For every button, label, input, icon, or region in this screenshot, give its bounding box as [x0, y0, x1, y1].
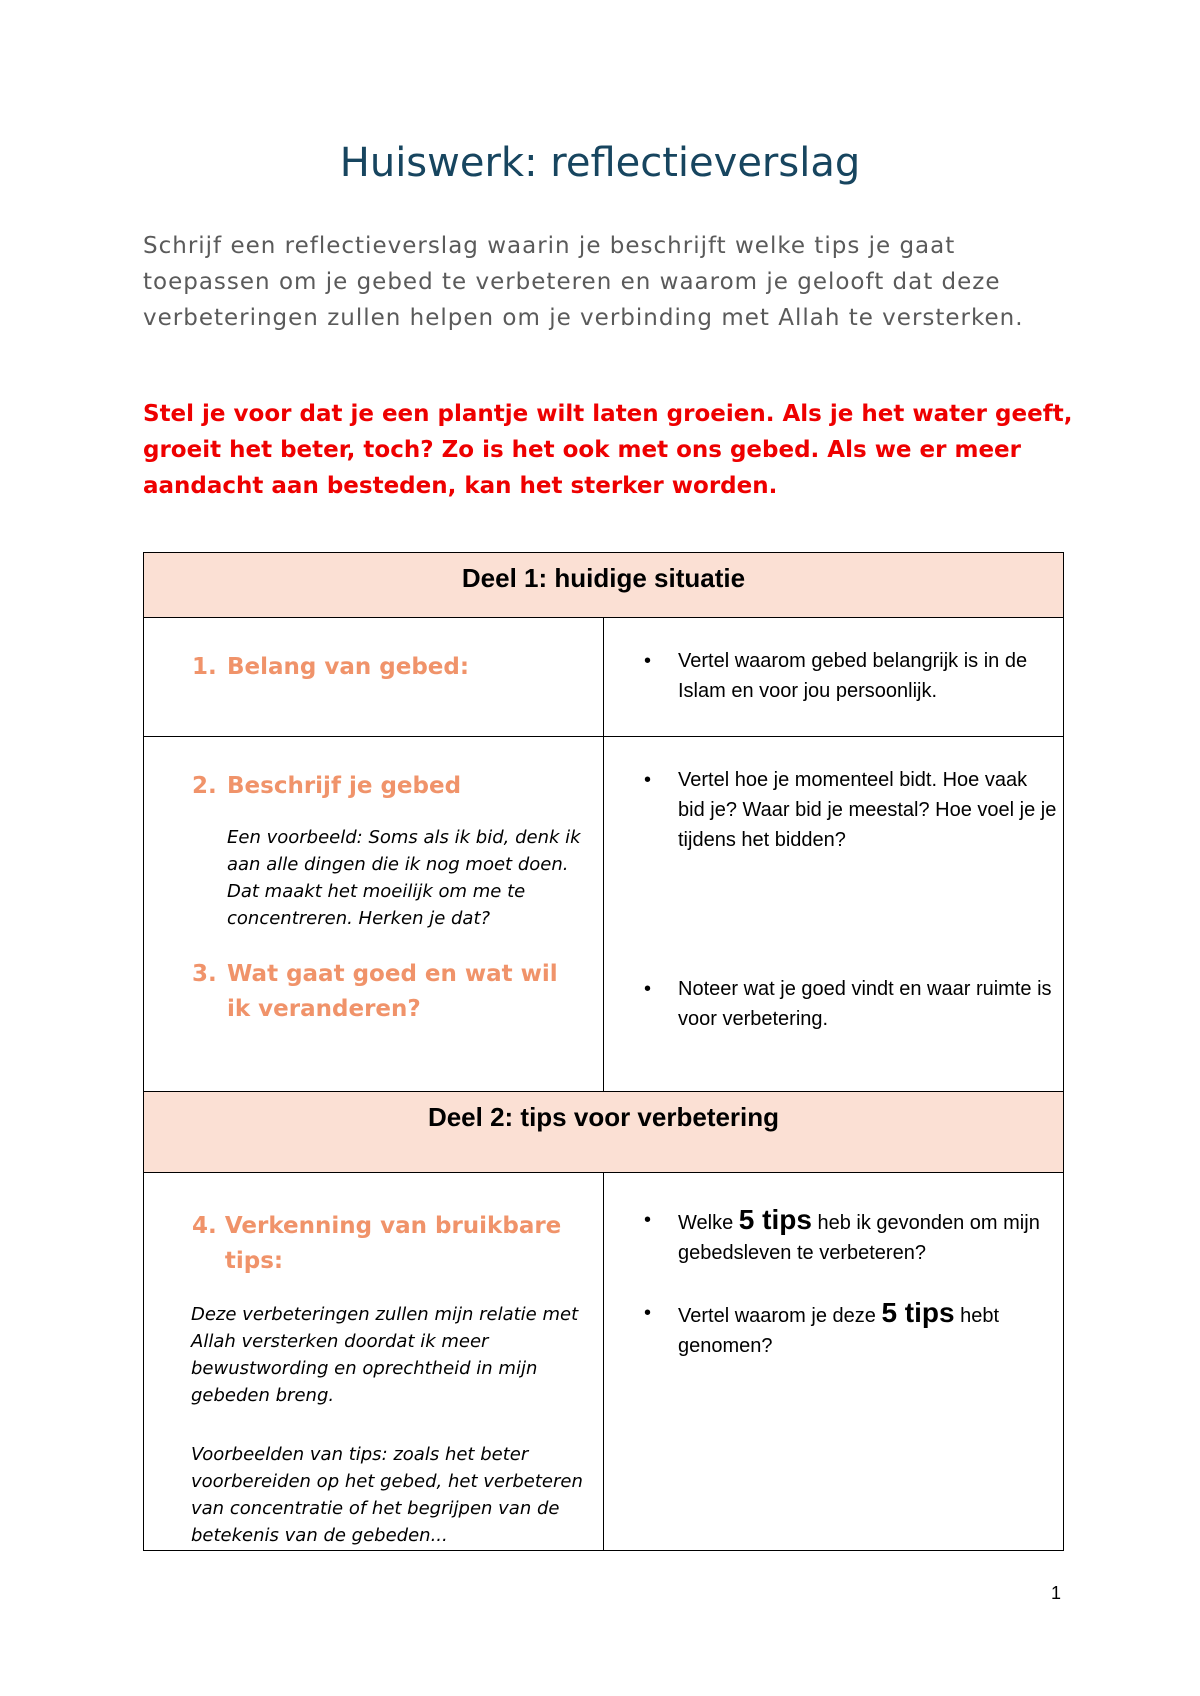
bullet-icon: •: [644, 978, 652, 1000]
highlight-note: Stel je voor dat je een plantje wilt laten groeien. Als je het water geeft, groeit het beter, toch? Zo is het ook met ons gebed. Als we er meer aandacht aan besteden, kan het sterker worden.: [143, 401, 1073, 499]
bullet-text-pre: Vertel waarom je deze: [678, 1305, 882, 1327]
question-2-text: Beschrijf je gebed: [227, 773, 462, 799]
q1-cell: [144, 618, 604, 737]
part1-header-text: Deel 1: huidige situatie: [461, 563, 746, 593]
part1-header: [144, 553, 1064, 618]
bullet-text: Noteer wat je goed vindt en waar ruimte is voor verbetering.: [678, 978, 1052, 1030]
bullet-icon: •: [644, 1302, 652, 1324]
bullet-item: [604, 1298, 1063, 1361]
part2-header-text: Deel 2: tips voor verbetering: [427, 1102, 780, 1132]
bullet-item: [604, 646, 1063, 706]
question-4-number: 4.: [192, 1213, 217, 1239]
bullet-text: [678, 1205, 1058, 1268]
bullet-icon: •: [644, 1209, 652, 1231]
bullet-text-post: hebt genomen?: [678, 1305, 1000, 1357]
intro-paragraph: Schrijf een reflectieverslag waarin je beschrijft welke tips je gaat toepassen om je gebed te verbeteren en waarom je gelooft dat deze verbeteringen zullen helpen om je verbinding met Allah te versterken.: [143, 233, 1024, 331]
b1-cell: [604, 618, 1064, 737]
tips-count: 5 tips: [881, 1297, 955, 1328]
example-text: Een voorbeeld: Soms als ik bid, denk ik aan alle dingen die ik nog moet doen. Dat maakt het moeilijk om me te concentreren. Herken je dat?: [227, 827, 581, 929]
tips-count: 5 tips: [738, 1204, 812, 1235]
example-text: Deze verbeteringen zullen mijn relatie met Allah versterken doordat ik meer bewustwording en oprechtheid in mijn gebeden breng.: [191, 1304, 579, 1406]
page-title: Huiswerk: reflectieverslag: [339, 140, 861, 186]
question-3: [144, 957, 603, 1027]
b4-b5-cell: [604, 1173, 1064, 1551]
bullet-item: [604, 1205, 1063, 1268]
bullet-text-pre: Welke: [678, 1212, 739, 1234]
q4-cell: [144, 1173, 604, 1551]
bullet-item: [604, 974, 1063, 1034]
bullet-text-post: heb ik gevonden om mijn gebedsleven te verbeteren?: [678, 1212, 1040, 1264]
example-text: Voorbeelden van tips: zoals het beter voorbereiden op het gebed, het verbeteren van concentratie of het begrijpen van de betekenis van de gebeden...: [191, 1444, 583, 1546]
q2-q3-cell: [144, 737, 604, 1092]
bullet-text: Vertel hoe je momenteel bidt. Hoe vaak bid je? Waar bid je meestal? Hoe voel je je tijdens het bidden?: [678, 769, 1057, 851]
part2-header: [144, 1092, 1064, 1173]
question-2-number: 2.: [192, 773, 217, 799]
question-1-text: Belang van gebed:: [227, 654, 470, 680]
bullet-text: [678, 1298, 1058, 1361]
bullet-text: Vertel waarom gebed belangrijk is in de Islam en voor jou persoonlijk.: [678, 650, 1028, 702]
question-4-text: Verkenning van bruikbare tips:: [224, 1213, 562, 1274]
page-number: 1: [1051, 1583, 1062, 1603]
question-1-number: 1.: [192, 654, 217, 680]
question-2: [144, 769, 603, 804]
question-4: [144, 1209, 603, 1279]
b2-b3-cell: [604, 737, 1064, 1092]
question-3-number: 3.: [192, 961, 217, 987]
question-3-text: Wat gaat goed en wat wil ik veranderen?: [227, 961, 558, 1022]
reflection-table: [143, 552, 1064, 1551]
bullet-icon: •: [644, 650, 652, 672]
bullet-item: [604, 765, 1063, 855]
question-1: [144, 650, 603, 685]
bullet-icon: •: [644, 769, 652, 791]
